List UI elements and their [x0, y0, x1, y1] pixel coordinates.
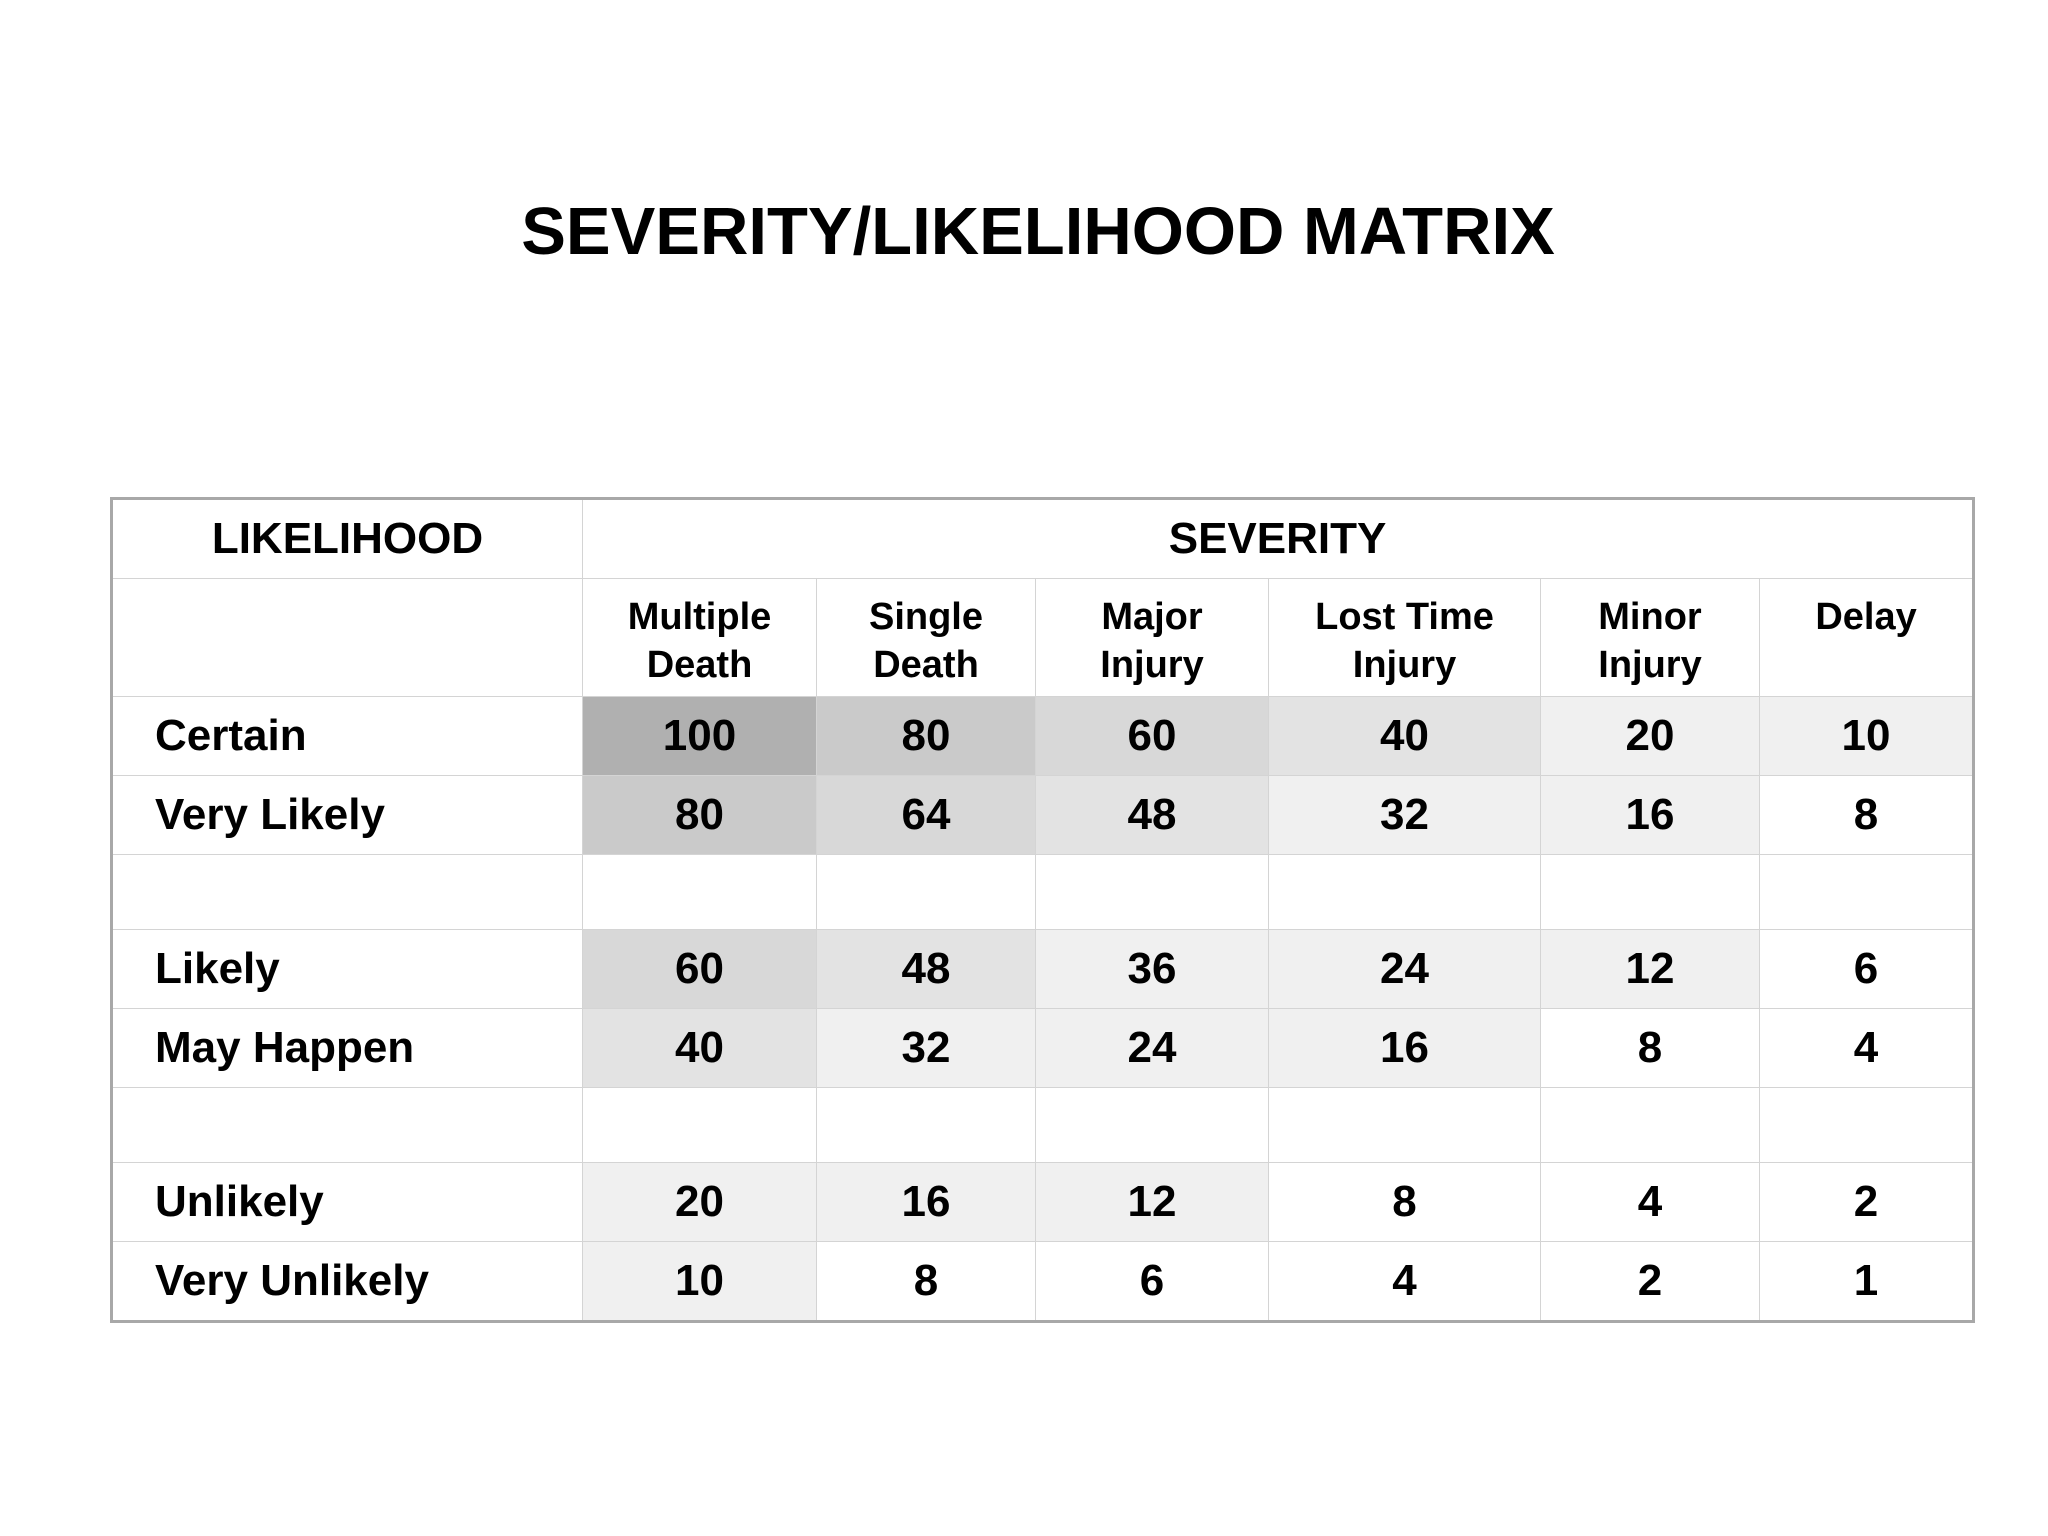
likelihood-label: [112, 855, 583, 930]
severity-column-label-line1: Major: [1101, 596, 1203, 638]
risk-score-cell: [1269, 1088, 1541, 1163]
risk-score-cell: 4: [1760, 1009, 1974, 1088]
risk-score-cell: 8: [1541, 1009, 1760, 1088]
risk-score-cell: [1541, 1088, 1760, 1163]
likelihood-label: Likely: [112, 930, 583, 1009]
risk-score-cell: 60: [583, 930, 817, 1009]
likelihood-row: [112, 1242, 1974, 1322]
risk-score-cell: 4: [1541, 1163, 1760, 1242]
empty-corner-cell: [112, 579, 583, 697]
severity-column-header: [1760, 579, 1974, 697]
risk-score-cell: 1: [1760, 1242, 1974, 1322]
header-row: [112, 499, 1974, 579]
risk-score-cell: [817, 1088, 1036, 1163]
risk-score-cell: 60: [1036, 697, 1269, 776]
risk-score-cell: 24: [1036, 1009, 1269, 1088]
severity-columns-row: [112, 579, 1974, 697]
severity-column-label-line1: Delay: [1815, 596, 1917, 638]
risk-score-cell: [817, 855, 1036, 930]
risk-score-cell: 2: [1541, 1242, 1760, 1322]
likelihood-row: [112, 1009, 1974, 1088]
likelihood-row: [112, 1163, 1974, 1242]
risk-score-cell: 48: [817, 930, 1036, 1009]
risk-score-cell: 10: [1760, 697, 1974, 776]
risk-score-cell: 6: [1760, 930, 1974, 1009]
risk-score-cell: [1760, 855, 1974, 930]
likelihood-header: LIKELIHOOD: [112, 499, 583, 579]
risk-score-cell: 8: [817, 1242, 1036, 1322]
risk-score-cell: 80: [583, 776, 817, 855]
spacer-row: [112, 1088, 1974, 1163]
severity-column-label-line2: Injury: [1598, 644, 1702, 686]
risk-score-cell: [1036, 1088, 1269, 1163]
risk-score-cell: [1036, 855, 1269, 930]
likelihood-label: Very Unlikely: [112, 1242, 583, 1322]
page-title: SEVERITY/LIKELIHOOD MATRIX: [521, 194, 1555, 269]
likelihood-label: Unlikely: [112, 1163, 583, 1242]
severity-column-header: [1036, 579, 1269, 697]
likelihood-row: [112, 776, 1974, 855]
risk-score-cell: 16: [817, 1163, 1036, 1242]
severity-column-label-line1: Minor: [1598, 596, 1702, 638]
likelihood-row: [112, 930, 1974, 1009]
risk-score-cell: [1541, 855, 1760, 930]
risk-score-cell: 16: [1541, 776, 1760, 855]
severity-column-label-line1: Multiple: [627, 596, 772, 638]
risk-score-cell: [583, 855, 817, 930]
risk-score-cell: 20: [1541, 697, 1760, 776]
likelihood-row: [112, 697, 1974, 776]
risk-score-cell: 8: [1760, 776, 1974, 855]
severity-column-label-line2: Death: [873, 644, 979, 686]
severity-column-header: [1269, 579, 1541, 697]
risk-score-cell: 16: [1269, 1009, 1541, 1088]
risk-score-cell: 12: [1541, 930, 1760, 1009]
risk-score-cell: 40: [1269, 697, 1541, 776]
risk-score-cell: 24: [1269, 930, 1541, 1009]
risk-score-cell: 32: [817, 1009, 1036, 1088]
risk-score-cell: 20: [583, 1163, 817, 1242]
severity-column-label-line1: Lost Time: [1315, 596, 1494, 638]
severity-column-header: [817, 579, 1036, 697]
risk-score-cell: 8: [1269, 1163, 1541, 1242]
risk-score-cell: 36: [1036, 930, 1269, 1009]
risk-score-cell: 6: [1036, 1242, 1269, 1322]
severity-column-label-line2: Injury: [1352, 644, 1457, 686]
likelihood-label: Certain: [112, 697, 583, 776]
severity-column-label-line2: Injury: [1100, 644, 1204, 686]
severity-column-label-line2: Death: [646, 644, 753, 686]
severity-header: SEVERITY: [583, 499, 1974, 579]
risk-score-cell: 40: [583, 1009, 817, 1088]
risk-score-cell: 32: [1269, 776, 1541, 855]
likelihood-label: Very Likely: [112, 776, 583, 855]
likelihood-label: May Happen: [112, 1009, 583, 1088]
risk-score-cell: 80: [817, 697, 1036, 776]
risk-score-cell: 100: [583, 697, 817, 776]
risk-score-cell: 64: [817, 776, 1036, 855]
severity-column-header: [1541, 579, 1760, 697]
risk-score-cell: [583, 1088, 817, 1163]
risk-score-cell: 2: [1760, 1163, 1974, 1242]
severity-column-header: [583, 579, 817, 697]
likelihood-label: [112, 1088, 583, 1163]
risk-score-cell: [1760, 1088, 1974, 1163]
severity-likelihood-matrix: [110, 497, 1975, 1323]
risk-score-cell: [1269, 855, 1541, 930]
risk-score-cell: 10: [583, 1242, 817, 1322]
risk-score-cell: 48: [1036, 776, 1269, 855]
spacer-row: [112, 855, 1974, 930]
severity-column-label-line1: Single: [868, 596, 984, 638]
risk-score-cell: 12: [1036, 1163, 1269, 1242]
risk-score-cell: 4: [1269, 1242, 1541, 1322]
